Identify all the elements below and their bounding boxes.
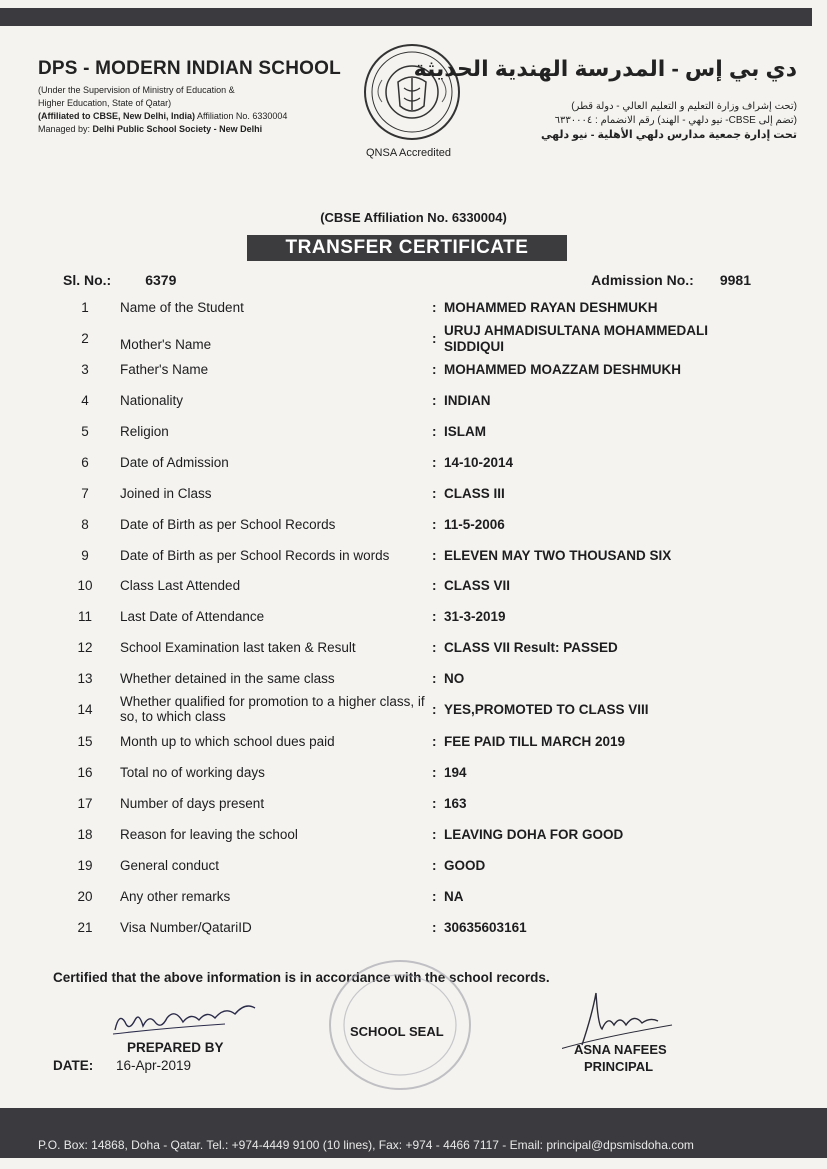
field-value: 14-10-2014 xyxy=(444,455,514,470)
field-label: Whether detained in the same class xyxy=(120,671,335,686)
field-label: Month up to which school dues paid xyxy=(120,734,335,749)
field-row xyxy=(0,788,827,818)
field-colon: : xyxy=(432,765,437,780)
field-row xyxy=(0,819,827,849)
field-number: 10 xyxy=(77,578,93,593)
admission-number-value: 9981 xyxy=(719,272,751,288)
field-number: 18 xyxy=(77,827,93,842)
serial-number-label: Sl. No.: xyxy=(63,272,112,288)
field-number: 2 xyxy=(81,331,89,346)
date-label: DATE: xyxy=(53,1058,94,1073)
field-colon: : xyxy=(432,734,437,749)
field-number: 9 xyxy=(81,548,89,563)
field-value: GOOD xyxy=(444,858,486,873)
field-value: URUJ AHMADISULTANA MOHAMMEDALI SIDDIQUI xyxy=(444,323,708,354)
field-label: Joined in Class xyxy=(120,486,212,501)
field-colon: : xyxy=(432,827,437,842)
school-name: DPS - MODERN INDIAN SCHOOL xyxy=(38,58,341,79)
field-number: 4 xyxy=(81,393,89,408)
admission-number xyxy=(591,272,751,288)
field-label: Class Last Attended xyxy=(120,578,241,593)
field-value: NA xyxy=(444,889,464,904)
footer-address: P.O. Box: 14868, Doha - Qatar. Tel.: +974-4449 9100 (10 lines), Fax: +974 - 4466 7117 - Email: principal@dpsmisdoha.com xyxy=(38,1138,694,1152)
field-value: CLASS VII Result: PASSED xyxy=(444,640,618,655)
serial-number-value: 6379 xyxy=(145,272,177,288)
field-value: CLASS VII xyxy=(444,578,511,593)
top-bar xyxy=(0,8,812,26)
supervision-line-2: Higher Education, State of Qatar) xyxy=(38,98,172,108)
field-value: MOHAMMED RAYAN DESHMUKH xyxy=(444,300,658,315)
arabic-line-1: (تحت إشراف وزارة التعليم و التعليم العالي - دولة قطر) xyxy=(571,101,797,112)
certification-statement: Certified that the above information is in accordance with the school records. xyxy=(53,970,550,985)
field-row xyxy=(0,540,827,570)
school-supervision-info xyxy=(38,84,318,136)
field-number: 6 xyxy=(81,455,89,470)
field-number: 20 xyxy=(77,889,93,904)
field-value: 194 xyxy=(444,765,467,780)
field-row xyxy=(0,478,827,508)
field-number: 5 xyxy=(81,424,89,439)
field-colon: : xyxy=(432,424,437,439)
arabic-line-3: تحت إدارة جمعية مدارس دلهي الأهلية - نيو دلهي xyxy=(540,129,797,141)
field-number: 11 xyxy=(77,609,92,624)
field-number: 7 xyxy=(81,486,89,501)
affiliation-line xyxy=(38,110,318,123)
qnsa-accredited: QNSA Accredited xyxy=(366,147,451,159)
field-colon: : xyxy=(432,796,437,811)
date-value: 16-Apr-2019 xyxy=(116,1058,192,1073)
field-label: Total no of working days xyxy=(120,765,265,780)
field-label: Nationality xyxy=(120,393,184,408)
field-number: 15 xyxy=(77,734,93,749)
field-row xyxy=(0,881,827,911)
field-colon: : xyxy=(432,300,437,315)
field-row xyxy=(0,323,827,353)
managed-by-line xyxy=(38,123,318,136)
school-name-arabic: دي بي إس - المدرسة الهندية الحديثة xyxy=(413,56,797,81)
field-colon: : xyxy=(432,331,437,346)
field-row xyxy=(0,601,827,631)
field-value: MOHAMMED MOAZZAM DESHMUKH xyxy=(444,362,681,377)
field-row xyxy=(0,354,827,384)
field-row xyxy=(0,632,827,662)
field-label: Whether qualified for promotion to a higher class, if so, to which class xyxy=(120,694,425,724)
field-colon: : xyxy=(432,548,437,563)
field-label: Date of Birth as per School Records in words xyxy=(120,548,390,563)
field-number: 12 xyxy=(77,640,93,655)
field-row xyxy=(0,850,827,880)
field-row xyxy=(0,694,827,724)
field-value: LEAVING DOHA FOR GOOD xyxy=(444,827,624,842)
field-colon: : xyxy=(432,889,437,904)
field-label: Mother's Name xyxy=(120,337,212,352)
field-label: Any other remarks xyxy=(120,889,231,904)
field-label: Father's Name xyxy=(120,362,209,377)
field-label: Last Date of Attendance xyxy=(120,609,265,624)
field-row xyxy=(0,757,827,787)
admission-number-label: Admission No.: xyxy=(591,272,694,288)
field-label: Date of Admission xyxy=(120,455,229,470)
field-value: ISLAM xyxy=(444,424,486,439)
affiliation-number: Affiliation No. 6330004 xyxy=(195,111,288,121)
field-value: NO xyxy=(444,671,465,686)
field-value: 30635603161 xyxy=(444,920,527,935)
field-label: Number of days present xyxy=(120,796,265,811)
footer-bar xyxy=(0,1108,827,1158)
field-row xyxy=(0,447,827,477)
field-number: 19 xyxy=(77,858,93,873)
field-number: 21 xyxy=(77,920,93,935)
field-colon: : xyxy=(432,609,437,624)
principal-name: ASNA NAFEES xyxy=(574,1042,667,1057)
field-colon: : xyxy=(432,393,437,408)
prepared-by-label: PREPARED BY xyxy=(127,1040,224,1055)
field-number: 14 xyxy=(77,702,93,717)
field-colon: : xyxy=(432,578,437,593)
field-colon: : xyxy=(432,486,437,501)
field-number: 16 xyxy=(77,765,93,780)
field-number: 13 xyxy=(77,671,93,686)
field-label: Visa Number/QatariID xyxy=(120,920,252,935)
field-colon: : xyxy=(432,858,437,873)
field-value: FEE PAID TILL MARCH 2019 xyxy=(444,734,626,749)
managed-by: Delhi Public School Society - New Delhi xyxy=(92,124,263,134)
field-label: Date of Birth as per School Records xyxy=(120,517,336,532)
field-colon: : xyxy=(432,640,437,655)
field-value: INDIAN xyxy=(444,393,491,408)
field-colon: : xyxy=(432,455,437,470)
arabic-line-2: (تضم إلى CBSE- نيو دلهي - الهند) رقم الانضمام : ٦٣٣٠٠٠٤ xyxy=(554,115,797,126)
field-label: Religion xyxy=(120,424,169,439)
field-row xyxy=(0,509,827,539)
field-row xyxy=(0,912,827,942)
field-label: School Examination last taken & Result xyxy=(120,640,356,655)
field-row xyxy=(0,292,827,322)
principal-title: PRINCIPAL xyxy=(584,1059,654,1074)
field-label: Reason for leaving the school xyxy=(120,827,298,842)
field-number: 1 xyxy=(81,300,89,315)
field-row xyxy=(0,416,827,446)
field-label: Name of the Student xyxy=(120,300,244,315)
managed-by-label: Managed by: xyxy=(38,124,93,134)
field-row xyxy=(0,385,827,415)
field-value: 31-3-2019 xyxy=(444,609,506,624)
affiliated-to: (Affiliated to CBSE, New Delhi, India) xyxy=(38,111,196,121)
field-value: CLASS III xyxy=(444,486,505,501)
cbse-affiliation: (CBSE Affiliation No. 6330004) xyxy=(320,210,507,225)
field-colon: : xyxy=(432,920,437,935)
field-row xyxy=(0,726,827,756)
school-seal-label: SCHOOL SEAL xyxy=(350,1024,444,1039)
field-row xyxy=(0,663,827,693)
field-number: 8 xyxy=(81,517,89,532)
preparer-signature xyxy=(105,992,265,1042)
field-value: ELEVEN MAY TWO THOUSAND SIX xyxy=(444,548,672,563)
field-value: 163 xyxy=(444,796,467,811)
field-number: 17 xyxy=(77,796,93,811)
field-row xyxy=(0,570,827,600)
field-value: YES,PROMOTED TO CLASS VIII xyxy=(444,702,649,717)
field-colon: : xyxy=(432,362,437,377)
certificate-title: TRANSFER CERTIFICATE xyxy=(247,235,567,261)
field-colon: : xyxy=(432,702,437,717)
supervision-line-1: (Under the Supervision of Ministry of Education & xyxy=(38,85,235,95)
field-label: General conduct xyxy=(120,858,220,873)
field-colon: : xyxy=(432,517,437,532)
serial-number xyxy=(63,272,176,288)
school-info-arabic xyxy=(541,100,797,142)
field-value: 11-5-2006 xyxy=(444,517,505,532)
field-number: 3 xyxy=(81,362,89,377)
field-colon: : xyxy=(432,671,437,686)
